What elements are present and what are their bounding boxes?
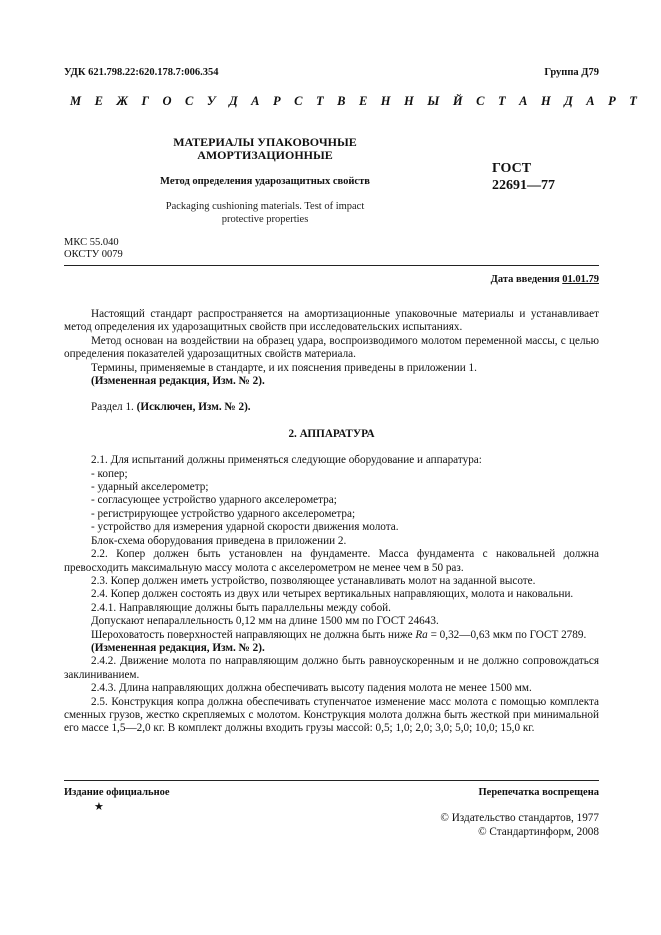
banner-left-letter: Е	[358, 94, 381, 108]
title-line-2: АМОРТИЗАЦИОННЫЕ	[197, 148, 333, 162]
reprint-prohibited: Перепечатка воспрещена	[478, 787, 599, 798]
group-code: Группа Д79	[544, 67, 599, 78]
banner-left-letter: Д	[229, 94, 252, 108]
banner-right-letter: А	[586, 94, 609, 108]
banner-left-letter: М	[70, 94, 95, 108]
english-title	[130, 200, 400, 226]
classification-codes	[64, 237, 123, 261]
banner-left-letter: Н	[404, 94, 428, 108]
introduction-date-value: 01.01.79	[562, 274, 599, 285]
introduction-date	[491, 274, 599, 285]
copyright-block	[440, 811, 599, 839]
banner-left-letter: Р	[272, 94, 295, 108]
list-item: - ударный акселерометр;	[91, 481, 209, 494]
banner-right-letter: Д	[564, 94, 587, 108]
banner-left-letter: Е	[94, 94, 117, 108]
banner-right-letter: А	[519, 94, 541, 108]
banner-left-letter: Й	[452, 94, 477, 108]
paragraph-terms: Термины, применяемые в стандарте, и их пояснения приведены в приложении 1.	[91, 361, 477, 374]
official-edition: Издание официальное	[64, 787, 170, 798]
gost-number: 22691—77	[492, 178, 555, 193]
okstu-code: ОКСТУ 0079	[64, 249, 123, 260]
roughness-symbol: Ra	[415, 628, 428, 641]
banner-right-letter: С	[476, 94, 498, 108]
paragraph-method: Метод основан на воздействии на образец удара, воспроизводимого молотом переменной массы, с целью определения показателей ударозащитных свойств материала.	[64, 334, 599, 361]
english-title-line-2: protective properties	[221, 214, 309, 225]
gost-designation	[492, 160, 555, 194]
banner-left-letter: Т	[315, 94, 338, 108]
english-title-line-1: Packaging cushioning materials. Test of impact	[165, 201, 365, 212]
gost-label: ГОСТ	[492, 161, 532, 176]
banner-left-letter: Ы	[427, 94, 453, 108]
udk-code: УДК 621.798.22:620.178.7:006.354	[64, 67, 219, 78]
mks-code: МКС 55.040	[64, 237, 119, 248]
document-title	[140, 136, 390, 162]
paragraph-scope: Настоящий стандарт распространяется на амортизационные упаковочные материалы и устанавливает метод определения их ударозащитных свойств при исследовательских испытаниях.	[64, 308, 599, 334]
paragraph-2-4-3: 2.4.3. Длина направляющих должна обеспечивать высоту падения молота не менее 1500 мм.	[91, 682, 532, 695]
list-item: - регистрирующее устройство ударного акселерометра;	[91, 507, 356, 520]
section1-excluded: (Исключен, Изм. № 2).	[136, 401, 251, 414]
banner-left-letter: С	[294, 94, 316, 108]
interstate-standard-banner	[70, 94, 651, 109]
banner-right-letter: Т	[629, 94, 651, 108]
banner-right-letter: Р	[608, 94, 630, 108]
paragraph-2-4-2: 2.4.2. Движение молота по направляющим должно быть равноускоренным и не должно сопровождаться заклиниванием.	[64, 655, 599, 681]
paragraph-2-4-1-nonparallel: Допускают непараллельность 0,12 мм на длине 1500 мм по ГОСТ 24643.	[91, 615, 439, 628]
banner-left-letter: В	[337, 94, 359, 108]
banner-word-standard	[476, 94, 650, 109]
paragraph-2-4-1-roughness	[64, 629, 599, 642]
banner-left-letter: А	[251, 94, 273, 108]
paragraph-terms-amendment: (Измененная редакция, Изм. № 2).	[91, 375, 265, 388]
banner-left-letter: Н	[380, 94, 405, 108]
banner-left-letter: Ж	[116, 94, 142, 108]
banner-word-interstate	[70, 94, 476, 109]
copyright-publisher: © Издательство стандартов, 1977	[440, 812, 599, 824]
header-divider	[64, 265, 599, 266]
introduction-date-label: Дата введения	[490, 274, 560, 285]
roughness-value: = 0,32—0,63 мкм по ГОСТ 2789.	[427, 628, 587, 641]
paragraph-2-1: 2.1. Для испытаний должны применяться следующие оборудование и аппаратура:	[91, 454, 482, 467]
banner-left-letter: С	[185, 94, 207, 108]
banner-right-letter: Т	[497, 94, 520, 108]
paragraph-2-3: 2.3. Копер должен иметь устройство, позволяющее устанавливать молот на заданной высоте.	[91, 574, 536, 587]
document-body	[64, 308, 599, 736]
paragraph-2-4-1: 2.4.1. Направляющие должны быть параллельны между собой.	[91, 601, 391, 614]
paragraph-2-4-1-amendment: (Измененная редакция, Изм. № 2).	[91, 641, 265, 654]
copyright-standartinform: © Стандартинформ, 2008	[478, 826, 599, 838]
list-item: - устройство для измерения ударной скорости движения молота.	[91, 521, 399, 534]
paragraph-2-5: 2.5. Конструкция копра должна обеспечивать ступенчатое изменение масс молота с помощью комплекта сменных грузов, жестко скрепляемых с молотом. Конструкция молота должна быть жесткой при минимальной его массе 1,5—2,0 кг. В комплект должны входить грузы массой: 0,5; 1,0; 2,0; 3,0; 5,0; 10,0; 15,0 кг.	[64, 695, 599, 735]
list-item: - копер;	[91, 467, 128, 480]
paragraph-2-4: 2.4. Копер должен состоять из двух или четырех вертикальных направляющих, молота и наковальни.	[91, 588, 574, 601]
roughness-text: Шероховатость поверхностей направляющих не должна быть ниже	[91, 628, 416, 641]
star-icon: ★	[94, 801, 104, 813]
banner-left-letter: О	[162, 94, 186, 108]
footer-divider	[64, 780, 599, 781]
section-heading-apparatus: 2. АППАРАТУРА	[288, 427, 375, 440]
section1-label: Раздел 1.	[91, 401, 134, 414]
title-line-1: МАТЕРИАЛЫ УПАКОВОЧНЫЕ	[173, 135, 357, 149]
list-item: - согласующее устройство ударного акселерометра;	[91, 494, 337, 507]
banner-right-letter: Н	[540, 94, 565, 108]
method-subtitle: Метод определения ударозащитных свойств	[160, 176, 370, 187]
paragraph-section1	[64, 401, 599, 414]
paragraph-2-1-block-diagram: Блок-схема оборудования приведена в приложении 2.	[91, 534, 347, 547]
banner-left-letter: Г	[141, 94, 163, 108]
paragraph-2-2: 2.2. Копер должен быть установлен на фундаменте. Масса фундамента с наковальней должна превосходить максимальную массу молота с акселерометром не менее чем в 50 раз.	[64, 548, 599, 574]
banner-left-letter: У	[206, 94, 230, 108]
